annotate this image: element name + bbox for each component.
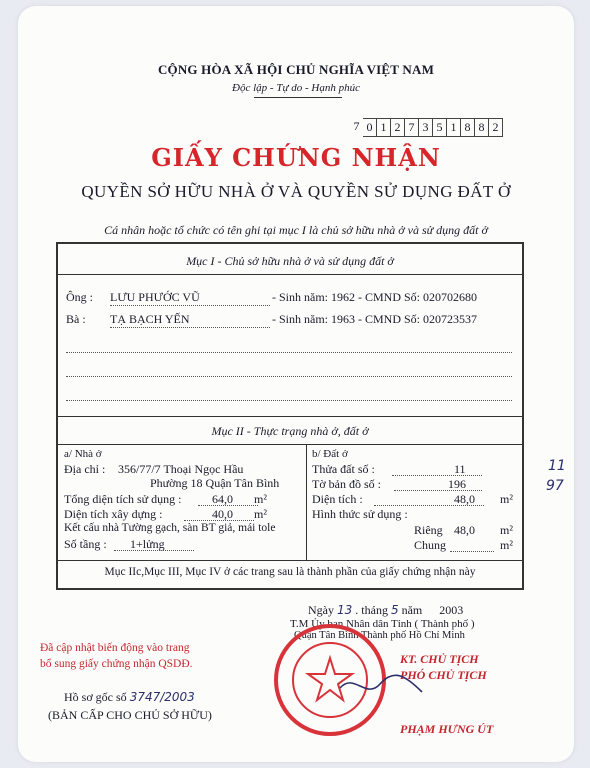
divider <box>58 444 522 445</box>
dotted-line <box>450 551 494 552</box>
build-area-label: Diện tích xây dựng : <box>64 507 163 521</box>
structure-text: Kết cấu nhà Tường gạch, sàn BT giả, mái tole <box>64 522 276 534</box>
certificate-page <box>18 6 574 762</box>
record-number: 3747/2003 <box>129 690 195 704</box>
private-label: Riêng <box>414 523 443 537</box>
map-value: 196 <box>448 477 466 491</box>
motto: Độc lập - Tự do - Hạnh phúc <box>232 82 360 94</box>
floors-value: 1+lửng <box>130 537 165 551</box>
serial-number <box>350 118 503 137</box>
owner1-prefix: Ông : <box>66 290 93 304</box>
update-note-line2: bổ sung giấy chứng nhận QSDĐ. <box>40 658 193 670</box>
signature-mark <box>336 666 426 706</box>
build-area-value: 40,0 <box>212 507 233 521</box>
authority-line1: T.M Ủy ban Nhân dân Tỉnh ( Thành phố ) <box>290 618 475 630</box>
owner2-name: TẠ BẠCH YẾN <box>110 312 190 326</box>
dotted-line <box>66 376 512 377</box>
serial-digit: 1 <box>447 118 461 137</box>
serial-digit: 0 <box>363 118 377 137</box>
shared-label: Chung <box>414 538 447 552</box>
owner2-detail: - Sinh năm: 1963 - CMND Số: 020723537 <box>272 312 478 326</box>
divider <box>58 274 522 275</box>
column-divider <box>306 444 307 560</box>
date-year: 2003 <box>439 603 464 617</box>
footer-note: Mục IIc,Mục III, Mục IV ở các trang sau là thành phần của giấy chứng nhận này <box>104 566 476 578</box>
address-line1: 356/77/7 Thoại Ngọc Hầu <box>118 462 244 476</box>
land-area-value: 48,0 <box>454 492 475 506</box>
serial-digit: 8 <box>475 118 489 137</box>
serial-digit: 2 <box>391 118 405 137</box>
land-area-unit: m² <box>500 492 513 506</box>
floors-label: Số tầng : <box>64 537 107 551</box>
address-line2: Phường 18 Quận Tân Bình <box>150 476 280 490</box>
land-heading: b/ Đất ở <box>312 448 348 460</box>
date-line <box>308 603 463 618</box>
total-area-unit: m² <box>254 492 267 506</box>
record-label: Hồ sơ gốc số <box>64 690 127 704</box>
serial-digit: 7 <box>353 119 360 133</box>
section1-title: Mục I - Chủ sở hữu nhà ở và sử dụng đất ở <box>186 254 394 268</box>
plot-label: Thửa đất số : <box>312 462 375 476</box>
dotted-line <box>66 400 512 401</box>
private-value: 48,0 <box>454 523 475 537</box>
shared-unit: m² <box>500 538 513 552</box>
content-table <box>56 242 524 590</box>
address-label: Địa chỉ : <box>64 462 106 476</box>
private-unit: m² <box>500 523 513 537</box>
house-heading: a/ Nhà ở <box>64 448 102 460</box>
margin-note-bottom: 97 <box>546 478 564 494</box>
copy-label: (BẢN CẤP CHO CHỦ SỞ HỮU) <box>48 708 212 722</box>
motto-underline <box>254 97 342 98</box>
intro-text: Cá nhân hoặc tổ chức có tên ghi tại mục I là chủ sở hữu nhà ở và sử dụng đất ở <box>104 223 488 237</box>
total-area-label: Tổng diện tích sử dụng : <box>64 492 182 506</box>
serial-digit: 2 <box>489 118 503 137</box>
usage-label: Hình thức sử dụng : <box>312 507 408 521</box>
divider <box>58 416 522 417</box>
owner1-name: LƯU PHƯỚC VŨ <box>110 290 200 304</box>
serial-digit: 3 <box>419 118 433 137</box>
map-label: Tờ bản đồ số : <box>312 477 382 491</box>
section2-title: Mục II - Thực trạng nhà ở, đất ở <box>211 424 369 438</box>
vice-chairman: PHÓ CHỦ TỊCH <box>400 668 487 682</box>
owner1-detail: - Sinh năm: 1962 - CMND Số: 020702680 <box>272 290 478 304</box>
build-area-unit: m² <box>254 507 267 521</box>
serial-digit: 5 <box>433 118 447 137</box>
dotted-line <box>110 305 270 306</box>
certificate-subtitle: QUYỀN SỞ HỮU NHÀ Ở VÀ QUYỀN SỬ DỤNG ĐẤT Ở <box>81 182 511 201</box>
margin-note-top: 11 <box>548 458 566 474</box>
owner2-prefix: Bà : <box>66 312 86 326</box>
dotted-line <box>394 490 482 491</box>
total-area-value: 64,0 <box>212 492 233 506</box>
authority-line2: Quận Tân Bình Thành phố Hồ Chí Minh <box>294 630 465 641</box>
dotted-line <box>114 550 194 551</box>
record-line <box>64 690 195 705</box>
date-month: 5 <box>390 603 399 617</box>
dotted-line <box>110 327 270 328</box>
dotted-line <box>66 352 512 353</box>
dotted-line <box>392 475 482 476</box>
certificate-title: GIẤY CHỨNG NHẬN <box>151 143 441 172</box>
plot-value: 11 <box>454 462 466 476</box>
signer-name: PHẠM HƯNG ÚT <box>400 722 494 736</box>
republic-header: CỘNG HÒA XÃ HỘI CHỦ NGHĨA VIỆT NAM <box>157 62 435 77</box>
divider <box>58 560 522 561</box>
date-day-label: Ngày <box>308 603 334 617</box>
serial-digit: 7 <box>405 118 419 137</box>
date-year-label: năm <box>401 603 423 617</box>
update-note-line1: Đã cập nhật biến động vào trang <box>40 642 190 654</box>
date-day: 13 <box>337 603 353 617</box>
serial-digit: 1 <box>377 118 391 137</box>
serial-digit: 8 <box>461 118 475 137</box>
date-month-label: . tháng <box>355 603 388 617</box>
kt-chairman: KT. CHỦ TỊCH <box>400 652 479 666</box>
land-area-label: Diện tích : <box>312 492 363 506</box>
